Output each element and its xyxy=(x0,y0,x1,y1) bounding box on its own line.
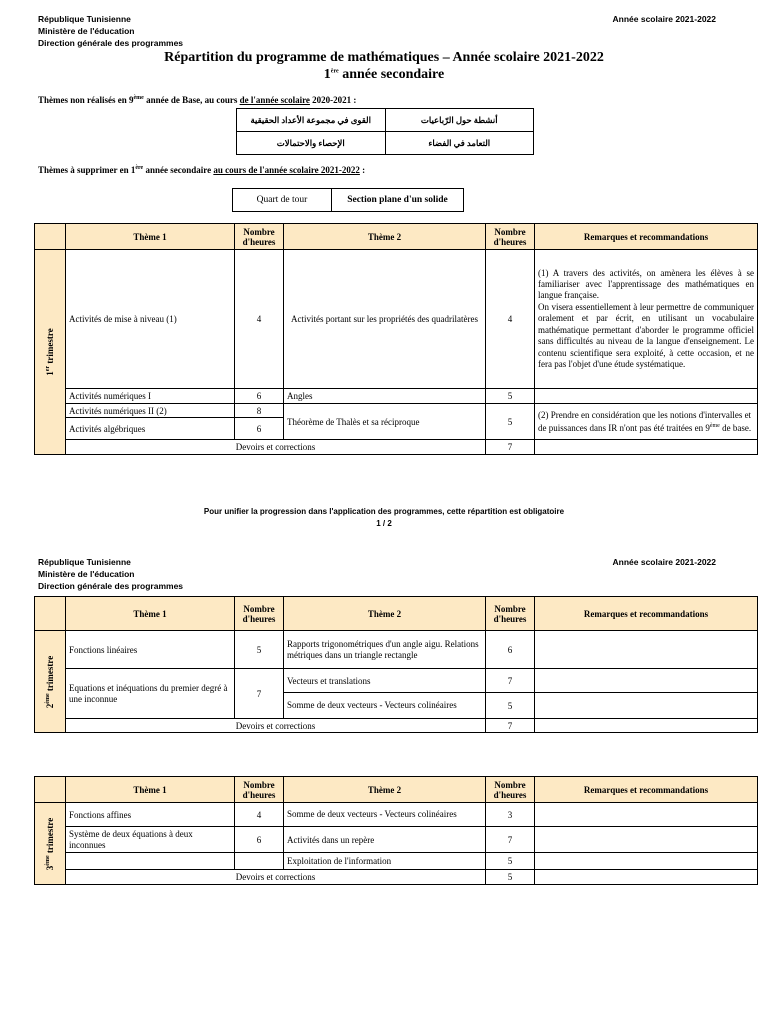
direction-label: Direction générale des programmes xyxy=(38,38,184,48)
theme1-cell: Fonctions linéaires xyxy=(66,631,235,669)
theme2-cell: Somme de deux vecteurs - Vecteurs colinéaires xyxy=(284,803,486,827)
hours-cell: 7 xyxy=(486,669,535,693)
hours-cell xyxy=(235,853,284,870)
col-nombre: Nombre d'heures xyxy=(486,224,535,250)
theme1-cell: Activités numériques II (2) xyxy=(66,404,235,418)
header-left xyxy=(38,556,183,592)
hours-cell: 4 xyxy=(235,250,284,389)
trimester3-table xyxy=(34,776,758,885)
hours-cell: 7 xyxy=(486,440,535,455)
header-year: Année scolaire 2021-2022 xyxy=(612,557,716,567)
trimester-label: 3ème trimestre xyxy=(35,803,66,885)
page-subtitle: 1ère année secondaire xyxy=(323,67,445,82)
hours-cell: 5 xyxy=(486,853,535,870)
theme1-cell: Activités algébriques xyxy=(66,418,235,440)
theme1-cell: Système de deux équations à deux inconnues xyxy=(66,827,235,853)
devoirs-cell: Devoirs et corrections xyxy=(66,870,486,885)
devoirs-cell: Devoirs et corrections xyxy=(66,719,486,733)
theme2-cell: Rapports trigonométriques d'un angle aigu. Relations métriques dans un triangle rectangle xyxy=(284,631,486,669)
footer-note: Pour unifier la progression dans l'application des programmes, cette répartition est obligatoire xyxy=(203,507,565,516)
theme2-cell: Vecteurs et translations xyxy=(284,669,486,693)
hours-cell: 6 xyxy=(235,827,284,853)
header-year: Année scolaire 2021-2022 xyxy=(612,14,716,24)
page-number: 1 / 2 xyxy=(376,519,392,528)
trimester-label: 1er trimestre xyxy=(35,250,66,455)
republic-label: République Tunisienne xyxy=(38,557,131,567)
arabic-cell: أنشطة حول الرّباعيات xyxy=(385,109,534,132)
arabic-cell: التعامد في الفضاء xyxy=(385,132,534,155)
col-theme2: Thème 2 xyxy=(284,597,486,631)
theme1-cell: Fonctions affines xyxy=(66,803,235,827)
hours-cell: 7 xyxy=(235,669,284,719)
header-left xyxy=(38,13,183,49)
non-realised-heading: Thèmes non réalisés en 9ème année de Base, au cours de l'année scolaire 2020-2021 : xyxy=(38,95,357,105)
arabic-cell: القوى في مجموعة الأعداد الحقيقية xyxy=(237,109,386,132)
col-theme1: Thème 1 xyxy=(66,597,235,631)
trimester-label: 2ème trimestre xyxy=(35,631,66,733)
hours-cell: 5 xyxy=(486,404,535,440)
suppress-heading: Thèmes à supprimer en 1ère année secondaire au cours de l'année scolaire 2021-2022 : xyxy=(38,165,366,175)
theme2-cell: Activités portant sur les propriétés des quadrilatères xyxy=(284,250,486,389)
arabic-cell: الإحصاء والاحتمالات xyxy=(237,132,386,155)
trimester2-table xyxy=(34,596,758,733)
hours-cell: 8 xyxy=(235,404,284,418)
theme1-cell xyxy=(66,853,235,870)
hours-cell: 6 xyxy=(235,418,284,440)
theme2-cell: Activités dans un repère xyxy=(284,827,486,853)
hours-cell: 5 xyxy=(486,389,535,404)
hours-cell: 4 xyxy=(486,250,535,389)
hours-cell: 6 xyxy=(235,389,284,404)
hours-cell: 3 xyxy=(486,803,535,827)
col-nombre: Nombre d'heures xyxy=(486,777,535,803)
hours-cell: 4 xyxy=(235,803,284,827)
suppress-cell: Section plane d'un solide xyxy=(332,189,464,212)
col-theme1: Thème 1 xyxy=(66,777,235,803)
theme2-cell: Théorème de Thalès et sa réciproque xyxy=(284,404,486,440)
remark-cell: (2) Prendre en considération que les notions d'intervalles et de puissances dans IR n'ont pas été traitées en 9ème de base. xyxy=(535,404,758,440)
page-title: Répartition du programme de mathématiques – Année scolaire 2021-2022 xyxy=(164,50,604,65)
hours-cell: 6 xyxy=(486,631,535,669)
theme1-cell: Equations et inéquations du premier degré à une inconnue xyxy=(66,669,235,719)
non-realised-table xyxy=(236,108,534,155)
devoirs-cell: Devoirs et corrections xyxy=(66,440,486,455)
hours-cell: 7 xyxy=(486,827,535,853)
col-nombre: Nombre d'heures xyxy=(486,597,535,631)
direction-label: Direction générale des programmes xyxy=(38,581,184,591)
trimester1-table xyxy=(34,223,758,455)
col-nombre: Nombre d'heures xyxy=(235,224,284,250)
remark-cell: (1) A travers des activités, on amènera les élèves à se familiariser avec l'apprentissage des mathématiques en langue française. On visera essentiellement à leur permettre de communiquer oralement et par écrit, en utilisant un vocabulaire mathématique permettant d'aborder le programme officiel sans difficultés au niveau de la langue d'enseignement. Le contenu scientifique sera exploité, à cette occasion, et ne fera pas l'objet d'une étude systématique. xyxy=(535,250,758,389)
col-theme1: Thème 1 xyxy=(66,224,235,250)
theme1-cell: Activités de mise à niveau (1) xyxy=(66,250,235,389)
republic-label: République Tunisienne xyxy=(38,14,131,24)
hours-cell: 7 xyxy=(486,719,535,733)
suppress-cell: Quart de tour xyxy=(233,189,332,212)
col-remarques: Remarques et recommandations xyxy=(535,224,758,250)
hours-cell: 5 xyxy=(486,870,535,885)
theme1-cell: Activités numériques I xyxy=(66,389,235,404)
ministry-label: Ministère de l'éducation xyxy=(38,26,135,36)
col-theme2: Thème 2 xyxy=(284,224,486,250)
col-theme2: Thème 2 xyxy=(284,777,486,803)
col-nombre: Nombre d'heures xyxy=(235,777,284,803)
suppress-table xyxy=(232,188,464,212)
col-remarques: Remarques et recommandations xyxy=(535,597,758,631)
col-remarques: Remarques et recommandations xyxy=(535,777,758,803)
theme2-cell: Angles xyxy=(284,389,486,404)
ministry-label: Ministère de l'éducation xyxy=(38,569,135,579)
col-nombre: Nombre d'heures xyxy=(235,597,284,631)
hours-cell: 5 xyxy=(235,631,284,669)
hours-cell: 5 xyxy=(486,693,535,719)
theme2-cell: Exploitation de l'information xyxy=(284,853,486,870)
theme2-cell: Somme de deux vecteurs - Vecteurs colinéaires xyxy=(284,693,486,719)
